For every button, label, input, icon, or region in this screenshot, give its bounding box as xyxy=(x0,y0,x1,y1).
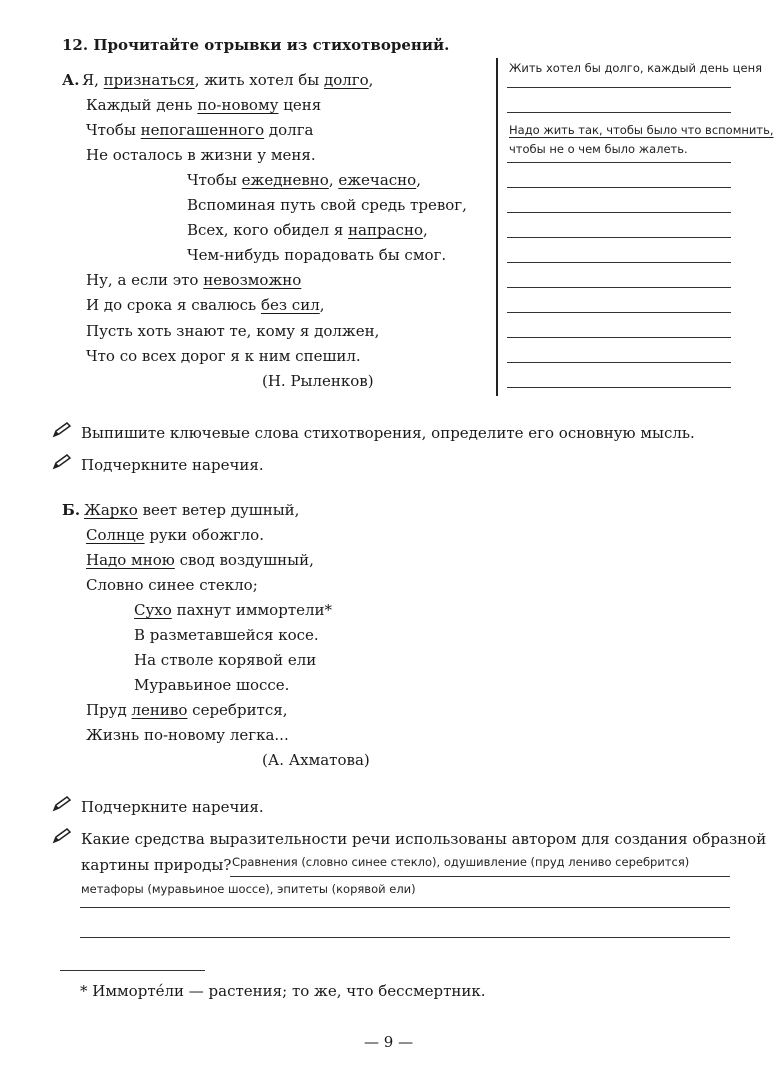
text-segment: Всех, кого обидел я xyxy=(187,221,349,240)
answer-rule xyxy=(507,162,731,163)
underlined-word: невозможно xyxy=(203,271,302,290)
poem-a-line xyxy=(86,96,321,114)
poem-a-line xyxy=(187,221,428,239)
answer-rule xyxy=(507,337,731,338)
text-segment: свод воздушный, xyxy=(174,551,314,569)
text-segment: ценя xyxy=(278,96,322,115)
text-segment: , xyxy=(368,71,374,89)
text-segment: Вспоминая путь свой средь тревог, xyxy=(187,196,467,215)
task-title: 12. Прочитайте отрывки из стихотворений. xyxy=(62,36,450,54)
answer-rule xyxy=(507,287,731,288)
answer-line-2: метафоры (муравьиное шоссе), эпитеты (корявой ели) xyxy=(81,882,416,896)
instruction-keywords: Выпишите ключевые слова стихотворения, определите его основную мысль. xyxy=(81,424,695,442)
poem-b-line xyxy=(134,651,316,669)
underlined-word: Жарко xyxy=(84,501,138,519)
text-segment: Я, xyxy=(82,71,104,89)
poem-b-line xyxy=(134,676,289,694)
column-divider xyxy=(496,58,498,396)
text-segment: Пруд xyxy=(86,701,132,719)
answer-rule xyxy=(507,237,731,238)
poem-b-line xyxy=(86,551,314,569)
poem-a-label: А. xyxy=(62,71,80,89)
answer-rule xyxy=(507,87,731,88)
text-segment: Не осталось в жизни у меня. xyxy=(86,146,316,165)
answer-line-1: Сравнения (словно синее стекло), одушивление (пруд лениво серебрится) xyxy=(232,855,690,869)
underlined-word: напрасно xyxy=(348,221,423,240)
text-segment: руки обожгло. xyxy=(144,526,264,544)
text-segment: Чем-нибудь порадовать бы смог. xyxy=(187,246,447,265)
pencil-icon xyxy=(52,828,72,844)
poem-a-line xyxy=(82,71,373,89)
side-answer-3: чтобы не о чем было жалеть. xyxy=(509,142,688,156)
poem-b-line xyxy=(86,576,258,594)
side-answer-2: Надо жить так, чтобы было что вспомнить, xyxy=(509,123,774,137)
underlined-word: без сил xyxy=(260,296,320,315)
text-segment: Пусть хоть знают те, кому я должен, xyxy=(86,321,380,340)
poem-b-line xyxy=(86,726,289,744)
pencil-icon xyxy=(52,796,72,812)
underlined-word: лениво xyxy=(131,701,188,719)
poem-a-line xyxy=(187,171,421,189)
poem-a-line xyxy=(86,322,379,340)
answer-rule xyxy=(230,876,730,877)
underlined-word: Надо мною xyxy=(86,551,175,569)
text-segment: Жизнь по-новому легка... xyxy=(86,726,289,744)
question-text: Какие средства выразительности речи использованы автором для создания образной xyxy=(81,830,767,848)
answer-rule xyxy=(507,312,731,313)
underlined-word: ежечасно xyxy=(338,171,417,190)
poem-b-line xyxy=(86,701,288,719)
underlined-word: Сухо xyxy=(134,601,172,619)
poem-a-line xyxy=(86,271,301,289)
poem-a-line xyxy=(86,347,361,365)
poem-b-author: (А. Ахматова) xyxy=(262,751,370,769)
text-segment: Каждый день xyxy=(86,96,198,115)
text-segment: Словно синее стекло; xyxy=(86,576,258,594)
instruction-underline-b: Подчеркните наречия. xyxy=(81,798,264,816)
poem-b-label: Б. xyxy=(62,501,81,519)
footnote-separator xyxy=(60,970,205,971)
side-answer-1: Жить хотел бы долго, каждый день ценя xyxy=(509,61,762,75)
underlined-word: по-новому xyxy=(197,96,279,115)
text-segment: серебрится, xyxy=(187,701,288,719)
poem-a-line xyxy=(187,246,446,264)
answer-rule xyxy=(507,362,731,363)
poem-a-line xyxy=(187,196,467,214)
text-segment: На стволе корявой ели xyxy=(134,651,317,669)
poem-a-author: (Н. Рыленков) xyxy=(262,372,374,390)
poem-a-line xyxy=(86,146,316,164)
text-segment: В разметавшейся косе. xyxy=(134,626,319,644)
text-segment: , xyxy=(416,171,421,190)
underlined-word: ежедневно xyxy=(241,171,329,190)
text-segment: И до срока я свалюсь xyxy=(86,296,261,315)
answer-rule xyxy=(507,187,731,188)
text-segment: , xyxy=(328,171,339,190)
text-segment: Чтобы xyxy=(187,171,242,190)
answer-rule xyxy=(507,387,731,388)
text-segment: Муравьиное шоссе. xyxy=(134,676,290,694)
answer-rule xyxy=(80,937,730,938)
answer-rule xyxy=(507,262,731,263)
text-segment: пахнут иммортели* xyxy=(171,601,333,619)
poem-b-line xyxy=(84,501,299,519)
poem-b-line xyxy=(134,626,319,644)
text-segment: Ну, а если это xyxy=(86,271,204,290)
poem-a-line xyxy=(86,121,314,139)
text-segment: , xyxy=(319,296,325,315)
poem-a-line xyxy=(86,296,325,314)
poem-b-line xyxy=(86,526,264,544)
underlined-word: Солнце xyxy=(86,526,145,544)
answer-rule xyxy=(507,212,731,213)
text-segment: , xyxy=(422,221,428,240)
question-text-2: картины природы? xyxy=(81,856,232,874)
pencil-icon xyxy=(52,454,72,470)
pencil-icon xyxy=(52,422,72,438)
text-segment: веет ветер душный, xyxy=(137,501,300,519)
footnote: * Иммортéли — растения; то же, что бессмертник. xyxy=(80,982,486,1000)
answer-rule xyxy=(507,112,731,113)
poem-b-line xyxy=(134,601,332,619)
instruction-underline-a: Подчеркните наречия. xyxy=(81,456,264,474)
text-segment: долга xyxy=(264,121,314,140)
answer-rule xyxy=(80,907,730,908)
page-number: — 9 — xyxy=(364,1033,414,1051)
text-segment: Что со всех дорог я к ним спешил. xyxy=(86,346,361,365)
text-segment: Чтобы xyxy=(86,121,141,140)
underlined-word: непогашенного xyxy=(140,121,265,140)
underlined-word: долго xyxy=(323,71,369,89)
underlined-word: признаться xyxy=(103,71,195,89)
text-segment: , жить хотел бы xyxy=(194,71,324,89)
